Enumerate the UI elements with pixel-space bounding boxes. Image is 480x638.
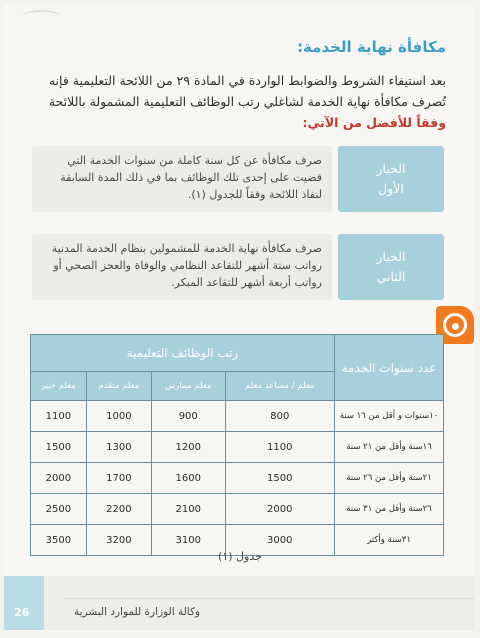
table-caption: جدول (١) bbox=[218, 550, 262, 563]
value-cell: 2000 bbox=[225, 494, 334, 525]
option-two-label-line2: الثاني bbox=[376, 269, 406, 284]
value-cell: 2200 bbox=[86, 494, 151, 525]
value-cell: 2000 bbox=[31, 463, 87, 494]
rewards-table bbox=[30, 334, 444, 556]
value-cell: 3100 bbox=[151, 525, 225, 556]
table-row bbox=[31, 463, 444, 494]
table-row bbox=[31, 401, 444, 432]
years-cell: ١٠سنوات و أقل من ١٦ سنة bbox=[335, 401, 444, 432]
option-one-label-line1: الخيار bbox=[376, 161, 406, 176]
value-cell: 1000 bbox=[86, 401, 151, 432]
value-cell: 800 bbox=[225, 401, 334, 432]
option-two-label bbox=[338, 234, 444, 300]
value-cell: 2500 bbox=[31, 494, 87, 525]
footer-accent-block bbox=[4, 576, 44, 630]
option-one-label-line2: الأول bbox=[378, 181, 404, 196]
footer-divider bbox=[64, 598, 474, 599]
option-one-text: صرف مكافأة عن كل سنة كاملة من سنوات الخدمة التي قضيت على إحدى تلك الوظائف بما في ذلك المدة السابقة لنفاذ اللائحة وفقاً للجدول (١). bbox=[32, 146, 332, 212]
value-cell: 1300 bbox=[86, 432, 151, 463]
option-two bbox=[32, 234, 444, 304]
years-header: عدد سنوات الخدمة bbox=[335, 335, 444, 401]
value-cell: 3000 bbox=[225, 525, 334, 556]
rank-column-header: معلم متقدم bbox=[86, 372, 151, 401]
rank-column-header: معلم / مساعد معلم bbox=[225, 372, 334, 401]
value-cell: 900 bbox=[151, 401, 225, 432]
decorative-dots bbox=[322, 328, 350, 332]
intro-line-2: تُصرف مكافأة نهاية الخدمة لشاغلي رتب الوظائف التعليمية المشمولة باللائحة bbox=[48, 94, 446, 109]
value-cell: 1600 bbox=[151, 463, 225, 494]
option-two-label-line1: الخيار bbox=[376, 249, 406, 264]
years-cell: ٢١سنة وأقل من ٢٦ سنة bbox=[335, 463, 444, 494]
intro-line-1: بعد استيفاء الشروط والضوابط الواردة في المادة ٢٩ من اللائحة التعليمية فإنه bbox=[48, 73, 446, 88]
value-cell: 1200 bbox=[151, 432, 225, 463]
years-cell: ٢٦سنة وأقل من ٣١ سنة bbox=[335, 494, 444, 525]
page-number: 26 bbox=[14, 606, 30, 619]
option-two-text: صرف مكافأة نهاية الخدمة للمشمولين بنظام الخدمة المدنية رواتب ستة أشهر للتقاعد النظامي والوفاة والعجز الصحي أو رواتب أربعة أشهر للتقاعد المبكر. bbox=[32, 234, 332, 300]
rank-column-header: معلم ممارس bbox=[151, 372, 225, 401]
value-cell: 3500 bbox=[31, 525, 87, 556]
table-row bbox=[31, 432, 444, 463]
intro-paragraph bbox=[26, 70, 446, 133]
value-cell: 1500 bbox=[31, 432, 87, 463]
value-cell: 1100 bbox=[225, 432, 334, 463]
option-one-label bbox=[338, 146, 444, 212]
scan-mark bbox=[22, 10, 60, 22]
value-cell: 1700 bbox=[86, 463, 151, 494]
ranks-header: رتب الوظائف التعليمية bbox=[31, 335, 335, 372]
section-title: مكافأة نهاية الخدمة: bbox=[297, 38, 446, 56]
rank-column-header: معلم خبير bbox=[31, 372, 87, 401]
page-footer bbox=[4, 576, 474, 630]
years-cell: ٣١سنة وأكثر bbox=[335, 525, 444, 556]
value-cell: 2100 bbox=[151, 494, 225, 525]
value-cell: 1500 bbox=[225, 463, 334, 494]
footer-publisher: وكالة الوزارة للموارد البشرية bbox=[74, 606, 201, 618]
value-cell: 1100 bbox=[31, 401, 87, 432]
value-cell: 3200 bbox=[86, 525, 151, 556]
years-cell: ١٦سنة وأقل من ٢١ سنة bbox=[335, 432, 444, 463]
option-one bbox=[32, 146, 444, 216]
intro-highlight: وفقاً للأفضل من الآتي: bbox=[302, 115, 446, 130]
table-row bbox=[31, 494, 444, 525]
